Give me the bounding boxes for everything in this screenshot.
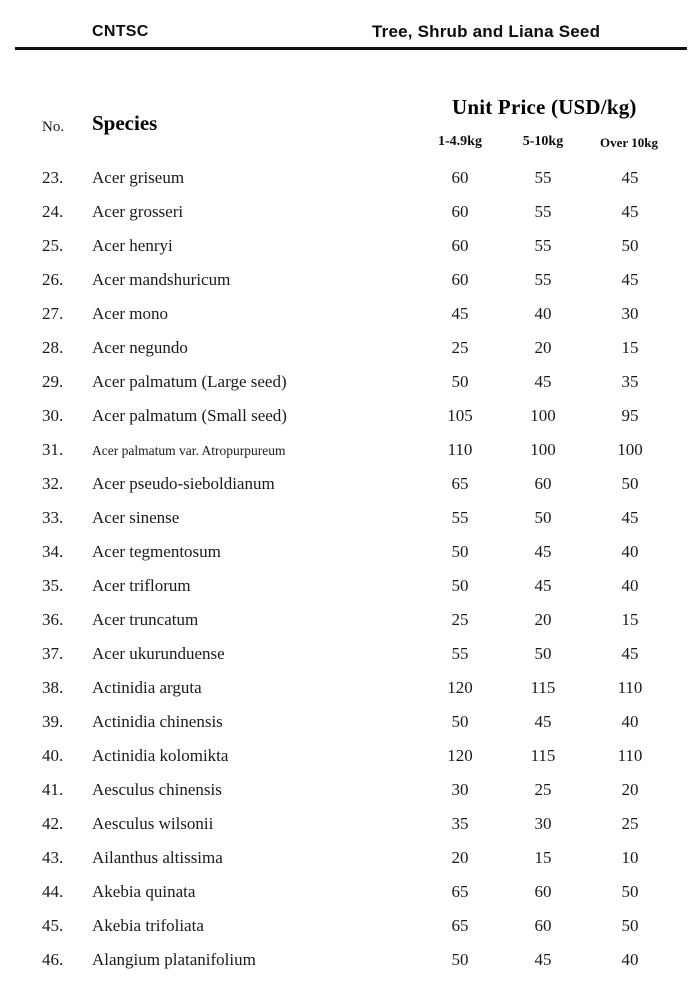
price-over-10kg: 40 [621,576,639,595]
species-name: Acer palmatum (Large seed) [92,372,287,391]
row-number: 37. [42,644,64,663]
table-row [0,337,700,361]
row-number: 39. [42,712,64,731]
species-name: Acer palmatum (Small seed) [92,406,287,425]
species-name: Aesculus wilsonii [92,814,214,833]
price-1-4-9kg: 20 [451,848,469,867]
table-row [0,371,700,395]
table-row [0,507,700,531]
table-row [0,643,700,667]
price-over-10kg: 30 [621,304,639,323]
species-name: Ailanthus altissima [92,848,223,867]
price-over-10kg: 25 [621,814,639,833]
price-over-10kg: 45 [621,168,639,187]
price-5-10kg: 55 [534,202,552,221]
price-over-10kg: 20 [621,780,639,799]
price-1-4-9kg: 50 [451,576,469,595]
species-name: Actinidia chinensis [92,712,223,731]
table-row [0,609,700,633]
price-1-4-9kg: 55 [451,508,469,527]
price-over-10kg: 100 [617,440,643,459]
table-row [0,303,700,327]
price-5-10kg: 25 [534,780,552,799]
price-1-4-9kg: 25 [451,338,469,357]
species-name: Actinidia kolomikta [92,746,229,765]
price-1-4-9kg: 65 [451,916,469,935]
species-name: Akebia trifoliata [92,916,204,935]
price-1-4-9kg: 60 [451,202,469,221]
species-name: Aesculus chinensis [92,780,222,799]
table-row [0,779,700,803]
price-over-10kg: 35 [621,372,639,391]
table-row [0,541,700,565]
table-row [0,949,700,973]
row-number: 28. [42,338,64,357]
price-over-10kg: 110 [617,746,643,765]
price-1-4-9kg: 60 [451,168,469,187]
table-row [0,439,700,463]
price-5-10kg: 115 [530,746,556,765]
table-row [0,711,700,735]
price-1-4-9kg: 45 [451,304,469,323]
row-number: 40. [42,746,64,765]
header-section-title: Tree, Shrub and Liana Seed [372,22,601,41]
price-5-10kg: 20 [534,610,552,629]
species-name: Acer triflorum [92,576,191,595]
no-column-header: No. [42,119,65,135]
table-row [0,473,700,497]
price-over-10kg: 40 [621,542,639,561]
species-name: Acer pseudo-sieboldianum [92,474,275,493]
price-5-10kg: 100 [530,440,556,459]
price-5-10kg: 30 [534,814,552,833]
price-5-10kg: 60 [534,882,552,901]
table-row [0,575,700,599]
species-name: Acer palmatum var. Atropurpureum [92,443,286,458]
price-over-10kg: 95 [621,406,639,425]
price-1-4-9kg: 50 [451,372,469,391]
price-over-10kg: 45 [621,508,639,527]
species-name: Acer griseum [92,168,185,187]
species-name: Acer sinense [92,508,180,527]
row-number: 24. [42,202,64,221]
price-5-10kg: 45 [534,712,552,731]
price-over-10kg: 15 [621,338,639,357]
species-name: Akebia quinata [92,882,196,901]
price-1-4-9kg: 65 [451,882,469,901]
weight-column-header-over-10kg: Over 10kg [600,135,658,150]
header-rule [15,47,687,50]
species-name: Actinidia arguta [92,678,202,697]
price-1-4-9kg: 65 [451,474,469,493]
price-over-10kg: 50 [621,474,639,493]
species-name: Acer grosseri [92,202,184,221]
price-over-10kg: 15 [621,610,639,629]
price-5-10kg: 45 [534,576,552,595]
price-5-10kg: 50 [534,508,552,527]
price-1-4-9kg: 60 [451,236,469,255]
species-column-header: Species [92,111,158,135]
table-row [0,201,700,225]
row-number: 41. [42,780,64,799]
price-1-4-9kg: 25 [451,610,469,629]
price-1-4-9kg: 50 [451,712,469,731]
price-over-10kg: 45 [621,644,639,663]
species-name: Acer mandshuricum [92,270,231,289]
row-number: 30. [42,406,64,425]
price-1-4-9kg: 50 [451,950,469,969]
row-number: 31. [42,440,64,459]
weight-column-header-1-4-9kg: 1-4.9kg [438,134,482,149]
species-name: Alangium platanifolium [92,950,256,969]
table-row [0,847,700,871]
row-number: 29. [42,372,64,391]
price-1-4-9kg: 120 [447,746,473,765]
header-org-name: CNTSC [92,23,149,40]
weight-column-header-5-10kg: 5-10kg [522,134,564,149]
row-number: 33. [42,508,64,527]
price-1-4-9kg: 55 [451,644,469,663]
species-name: Acer tegmentosum [92,542,221,561]
price-5-10kg: 20 [534,338,552,357]
price-5-10kg: 45 [534,542,552,561]
row-number: 46. [42,950,64,969]
price-over-10kg: 110 [617,678,643,697]
price-over-10kg: 45 [621,270,639,289]
price-5-10kg: 55 [534,270,552,289]
price-over-10kg: 50 [621,236,639,255]
price-5-10kg: 60 [534,916,552,935]
table-row [0,813,700,837]
row-number: 23. [42,168,64,187]
price-1-4-9kg: 35 [451,814,469,833]
price-5-10kg: 100 [530,406,556,425]
price-over-10kg: 10 [621,848,639,867]
row-number: 45. [42,916,64,935]
price-over-10kg: 50 [621,882,639,901]
price-1-4-9kg: 120 [447,678,473,697]
table-row [0,269,700,293]
row-number: 26. [42,270,64,289]
table-row [0,915,700,939]
price-over-10kg: 40 [621,950,639,969]
price-1-4-9kg: 60 [451,270,469,289]
unit-price-header: Unit Price (USD/kg) [452,95,637,119]
row-number: 44. [42,882,64,901]
price-over-10kg: 40 [621,712,639,731]
table-row [0,405,700,429]
price-over-10kg: 45 [621,202,639,221]
price-1-4-9kg: 105 [447,406,473,425]
price-5-10kg: 60 [534,474,552,493]
price-over-10kg: 50 [621,916,639,935]
price-5-10kg: 45 [534,950,552,969]
table-row [0,745,700,769]
price-1-4-9kg: 50 [451,542,469,561]
price-5-10kg: 115 [530,678,556,697]
row-number: 42. [42,814,64,833]
price-5-10kg: 50 [534,644,552,663]
row-number: 38. [42,678,64,697]
price-5-10kg: 55 [534,236,552,255]
row-number: 34. [42,542,64,561]
row-number: 27. [42,304,64,323]
row-number: 35. [42,576,64,595]
price-5-10kg: 40 [534,304,552,323]
species-name: Acer truncatum [92,610,199,629]
row-number: 36. [42,610,64,629]
table-row [0,235,700,259]
row-number: 32. [42,474,64,493]
table-row [0,881,700,905]
species-name: Acer negundo [92,338,188,357]
price-5-10kg: 45 [534,372,552,391]
species-name: Acer henryi [92,236,173,255]
price-5-10kg: 15 [534,848,552,867]
table-row [0,677,700,701]
row-number: 43. [42,848,64,867]
price-1-4-9kg: 110 [447,440,473,459]
table-row [0,167,700,191]
row-number: 25. [42,236,64,255]
price-5-10kg: 55 [534,168,552,187]
price-1-4-9kg: 30 [451,780,469,799]
species-name: Acer ukurunduense [92,644,225,663]
species-name: Acer mono [92,304,169,323]
